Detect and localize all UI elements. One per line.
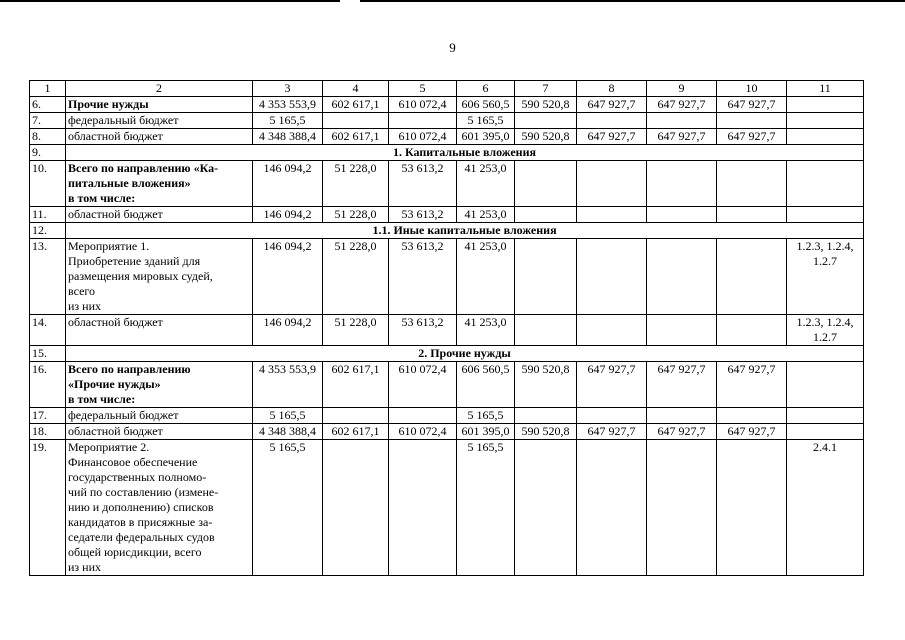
- table-row: [30, 424, 864, 440]
- value-cell: [515, 161, 577, 207]
- table-row: [30, 161, 864, 207]
- value-cell: [515, 315, 577, 346]
- value-cell: 610 072,4: [389, 424, 457, 440]
- row-number: 13.: [30, 239, 66, 315]
- row-number: 18.: [30, 424, 66, 440]
- value-cell: 606 560,5: [457, 97, 515, 113]
- value-cell: 4 353 553,9: [253, 97, 323, 113]
- value-cell: [515, 239, 577, 315]
- reference-cell: [787, 362, 864, 408]
- row-name: [66, 113, 253, 129]
- reference-cell: [787, 315, 864, 346]
- section-title: 1. Капитальные вложения: [66, 145, 864, 161]
- table-row: [30, 408, 864, 424]
- value-cell: [389, 408, 457, 424]
- value-cell: [717, 239, 787, 315]
- header-cell: 4: [323, 81, 389, 97]
- row-number: 6.: [30, 97, 66, 113]
- header-cell: 3: [253, 81, 323, 97]
- value-cell: 602 617,1: [323, 129, 389, 145]
- reference-cell: [787, 207, 864, 223]
- row-name-line: кандидатов в присяжные за-: [68, 515, 213, 529]
- reference-cell: [787, 129, 864, 145]
- value-cell: 610 072,4: [389, 129, 457, 145]
- value-cell: [577, 239, 647, 315]
- row-number: 7.: [30, 113, 66, 129]
- value-cell: 647 927,7: [717, 97, 787, 113]
- value-cell: 647 927,7: [717, 129, 787, 145]
- reference-line: 1.2.3, 1.2.4,: [796, 239, 854, 253]
- reference-line: 1.2.7: [813, 254, 837, 268]
- row-name-line: Мероприятие 2.: [68, 440, 150, 454]
- value-cell: 51 228,0: [323, 239, 389, 315]
- value-cell: [577, 408, 647, 424]
- row-number: 15.: [30, 346, 66, 362]
- section-title: 1.1. Иные капитальные вложения: [66, 223, 864, 239]
- reference-cell: [787, 97, 864, 113]
- value-cell: 146 094,2: [253, 161, 323, 207]
- value-cell: 53 613,2: [389, 315, 457, 346]
- value-cell: 53 613,2: [389, 161, 457, 207]
- value-cell: 146 094,2: [253, 315, 323, 346]
- value-cell: 146 094,2: [253, 207, 323, 223]
- header-cell: 2: [66, 81, 253, 97]
- value-cell: [389, 440, 457, 576]
- table-row: [30, 129, 864, 145]
- value-cell: 647 927,7: [577, 362, 647, 408]
- value-cell: 602 617,1: [323, 362, 389, 408]
- row-name-line: федеральный бюджет: [68, 408, 179, 422]
- row-name: [66, 207, 253, 223]
- value-cell: 590 520,8: [515, 362, 577, 408]
- value-cell: [515, 207, 577, 223]
- value-cell: 602 617,1: [323, 424, 389, 440]
- value-cell: [515, 408, 577, 424]
- value-cell: 647 927,7: [577, 129, 647, 145]
- value-cell: 41 253,0: [457, 161, 515, 207]
- value-cell: 590 520,8: [515, 424, 577, 440]
- value-cell: 51 228,0: [323, 207, 389, 223]
- reference-line: 2.4.1: [813, 440, 837, 454]
- row-name-line: областной бюджет: [68, 207, 163, 221]
- value-cell: 5 165,5: [253, 440, 323, 576]
- row-number: 16.: [30, 362, 66, 408]
- value-cell: 647 927,7: [647, 424, 717, 440]
- value-cell: [389, 113, 457, 129]
- row-name: [66, 97, 253, 113]
- top-rule-left: [0, 0, 340, 2]
- value-cell: 53 613,2: [389, 239, 457, 315]
- value-cell: 41 253,0: [457, 315, 515, 346]
- value-cell: [647, 239, 717, 315]
- table-row: [30, 362, 864, 408]
- row-name-line: размещения мировых судей,: [68, 269, 213, 283]
- row-name-line: Приобретение зданий для: [68, 254, 201, 268]
- value-cell: [577, 315, 647, 346]
- page-number: 9: [449, 40, 456, 55]
- row-name: [66, 161, 253, 207]
- row-name: [66, 315, 253, 346]
- top-rule-right: [360, 0, 905, 2]
- header-cell: 9: [647, 81, 717, 97]
- value-cell: 41 253,0: [457, 239, 515, 315]
- row-name-line: областной бюджет: [68, 424, 163, 438]
- value-cell: 5 165,5: [457, 113, 515, 129]
- header-cell: 11: [787, 81, 864, 97]
- row-name-line: из них: [68, 299, 102, 313]
- value-cell: 601 395,0: [457, 129, 515, 145]
- row-name-line: [68, 330, 250, 345]
- value-cell: 51 228,0: [323, 315, 389, 346]
- value-cell: [717, 207, 787, 223]
- value-cell: [717, 113, 787, 129]
- value-cell: 610 072,4: [389, 97, 457, 113]
- row-name-line: чий по составлению (измене-: [68, 485, 219, 499]
- reference-line: 1.2.7: [813, 330, 837, 344]
- row-number: 10.: [30, 161, 66, 207]
- row-name-line: государственных полномо-: [68, 470, 207, 484]
- reference-cell: [787, 161, 864, 207]
- row-name-line: нию и дополнению) списков: [68, 500, 214, 514]
- row-number: 8.: [30, 129, 66, 145]
- table-row: [30, 440, 864, 576]
- row-name-line: седатели федеральных судов: [68, 530, 215, 544]
- value-cell: 51 228,0: [323, 161, 389, 207]
- table-row: [30, 239, 864, 315]
- value-cell: [647, 440, 717, 576]
- value-cell: 590 520,8: [515, 129, 577, 145]
- value-cell: [577, 440, 647, 576]
- reference-cell: [787, 408, 864, 424]
- value-cell: 601 395,0: [457, 424, 515, 440]
- row-name-line: Прочие нужды: [68, 97, 149, 111]
- reference-cell: [787, 113, 864, 129]
- value-cell: 146 094,2: [253, 239, 323, 315]
- row-name: [66, 239, 253, 315]
- value-cell: 610 072,4: [389, 362, 457, 408]
- header-cell: 5: [389, 81, 457, 97]
- value-cell: [647, 315, 717, 346]
- value-cell: 647 927,7: [717, 424, 787, 440]
- table-row: [30, 113, 864, 129]
- row-name: [66, 424, 253, 440]
- row-name-line: областной бюджет: [68, 129, 163, 143]
- reference-line: 1.2.3, 1.2.4,: [796, 315, 854, 329]
- table-row: [30, 97, 864, 113]
- value-cell: [515, 113, 577, 129]
- value-cell: [647, 161, 717, 207]
- row-name-line: «Прочие нужды»: [68, 377, 161, 391]
- header-cell: 1: [30, 81, 66, 97]
- header-cell: 7: [515, 81, 577, 97]
- value-cell: [647, 207, 717, 223]
- reference-cell: [787, 424, 864, 440]
- section-row: [30, 223, 864, 239]
- value-cell: 5 165,5: [253, 113, 323, 129]
- value-cell: [647, 113, 717, 129]
- row-number: 14.: [30, 315, 66, 346]
- value-cell: 647 927,7: [647, 129, 717, 145]
- value-cell: [577, 113, 647, 129]
- value-cell: 647 927,7: [577, 424, 647, 440]
- value-cell: [647, 408, 717, 424]
- value-cell: 647 927,7: [647, 97, 717, 113]
- row-name-line: федеральный бюджет: [68, 113, 179, 127]
- reference-cell: [787, 440, 864, 576]
- value-cell: [323, 408, 389, 424]
- budget-table: [29, 80, 864, 576]
- value-cell: [717, 440, 787, 576]
- value-cell: 5 165,5: [457, 440, 515, 576]
- value-cell: [577, 161, 647, 207]
- value-cell: 647 927,7: [577, 97, 647, 113]
- row-name: [66, 129, 253, 145]
- reference-cell: [787, 239, 864, 315]
- value-cell: 606 560,5: [457, 362, 515, 408]
- row-name-line: областной бюджет: [68, 315, 163, 329]
- value-cell: 590 520,8: [515, 97, 577, 113]
- row-number: 11.: [30, 207, 66, 223]
- value-cell: [717, 408, 787, 424]
- value-cell: [717, 161, 787, 207]
- row-number: 19.: [30, 440, 66, 576]
- row-number: 17.: [30, 408, 66, 424]
- value-cell: 647 927,7: [647, 362, 717, 408]
- section-row: [30, 346, 864, 362]
- value-cell: 4 353 553,9: [253, 362, 323, 408]
- row-name-line: из них: [68, 560, 102, 574]
- value-cell: 5 165,5: [253, 408, 323, 424]
- value-cell: [515, 440, 577, 576]
- row-name-line: питальные вложения»: [68, 176, 191, 190]
- header-cell: 6: [457, 81, 515, 97]
- value-cell: 5 165,5: [457, 408, 515, 424]
- header-row: [30, 81, 864, 97]
- value-cell: [577, 207, 647, 223]
- header-cell: 8: [577, 81, 647, 97]
- value-cell: [717, 315, 787, 346]
- table-body: [30, 97, 864, 576]
- header-cell: 10: [717, 81, 787, 97]
- table-row: [30, 315, 864, 346]
- row-name-line: общей юрисдикции, всего: [68, 545, 202, 559]
- row-name: [66, 440, 253, 576]
- row-number: 12.: [30, 223, 66, 239]
- value-cell: 602 617,1: [323, 97, 389, 113]
- row-name-line: Всего по направлению: [68, 362, 191, 376]
- row-name: [66, 408, 253, 424]
- row-name: [66, 362, 253, 408]
- value-cell: 4 348 388,4: [253, 424, 323, 440]
- row-name-line: Финансовое обеспечение: [68, 455, 198, 469]
- value-cell: 4 348 388,4: [253, 129, 323, 145]
- value-cell: [323, 440, 389, 576]
- row-number: 9.: [30, 145, 66, 161]
- value-cell: 53 613,2: [389, 207, 457, 223]
- row-name-line: Мероприятие 1.: [68, 239, 150, 253]
- section-row: [30, 145, 864, 161]
- value-cell: 41 253,0: [457, 207, 515, 223]
- table-row: [30, 207, 864, 223]
- row-name-line: в том числе:: [68, 191, 136, 205]
- row-name-line: всего: [68, 284, 96, 298]
- row-name-line: Всего по направлению «Ка-: [68, 161, 219, 175]
- section-title: 2. Прочие нужды: [66, 346, 864, 362]
- value-cell: [323, 113, 389, 129]
- value-cell: 647 927,7: [717, 362, 787, 408]
- row-name-line: в том числе:: [68, 392, 136, 406]
